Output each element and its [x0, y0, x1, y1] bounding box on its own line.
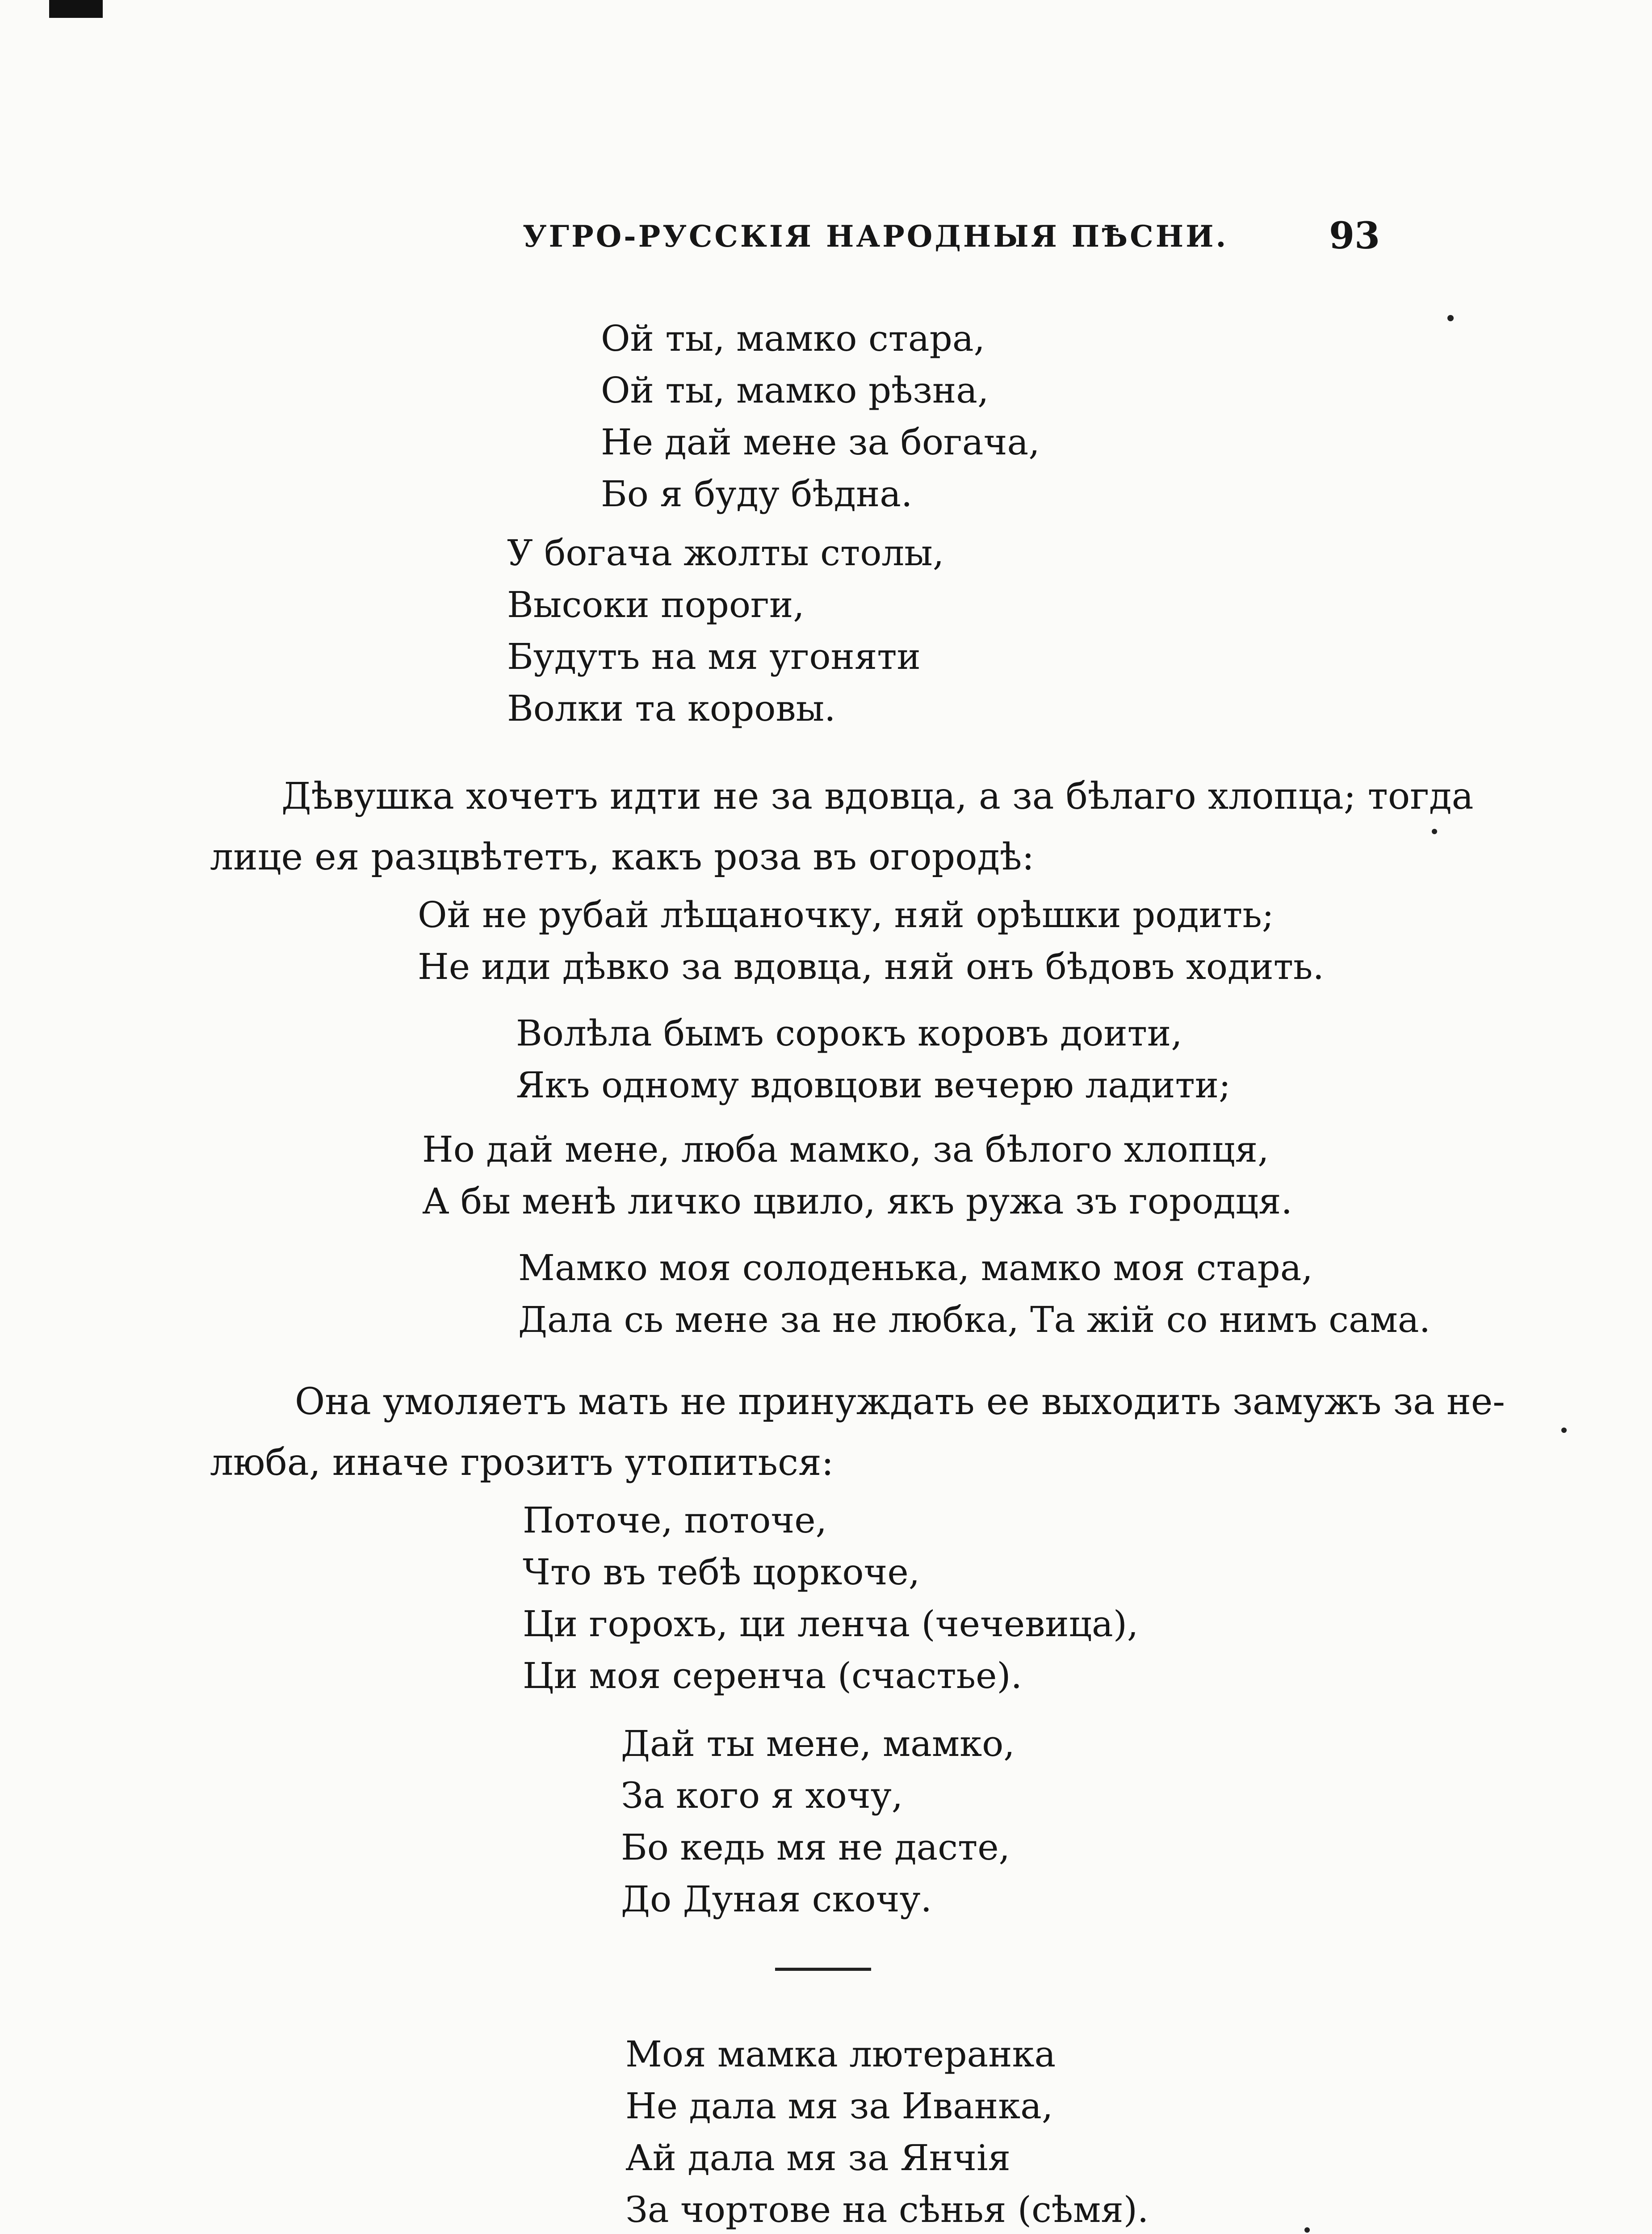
verse-line: Ци горохъ, ци ленча (чечевица),	[523, 1603, 1139, 1645]
verse-line: Якъ одному вдовцови вечерю ладити;	[516, 1064, 1231, 1106]
prose-paragraph	[210, 766, 1474, 888]
verse-stanza	[516, 1008, 1231, 1111]
verse-stanza	[518, 1242, 1430, 1346]
prose-line: лице ея разцвѣтетъ, какъ роза въ огородѣ:	[210, 836, 1035, 878]
verse-line: Мамко моя солоденька, мамко моя стара,	[518, 1247, 1313, 1289]
verse-line: До Дуная скочу.	[621, 1878, 932, 1920]
prose-line: люба, иначе грозитъ утопиться:	[210, 1441, 834, 1484]
verse-line: Ци моя серенча (счастье).	[523, 1655, 1023, 1696]
verse-line: Ой ты, мамко стара,	[601, 318, 985, 359]
verse-line: Высоки пороги,	[507, 584, 805, 626]
verse-stanza	[523, 1495, 1138, 1702]
scan-artifact-corner	[49, 0, 103, 18]
verse-line: Дала сь мене за не любка, Та жій со нимъ сама.	[518, 1299, 1431, 1340]
running-header: УГРО-РУССКІЯ НАРОДНЫЯ ПѢСНИ.	[523, 219, 1229, 254]
verse-stanza	[507, 527, 944, 735]
verse-line: Будутъ на мя угоняти	[507, 636, 921, 677]
verse-line: Ой не рубай лѣщаночку, няй орѣшки родить;	[418, 894, 1274, 936]
verse-line: Не иди дѣвко за вдовца, няй онъ бѣдовъ ходить.	[418, 946, 1324, 987]
verse-line: Что въ тебѣ цоркоче,	[523, 1551, 920, 1593]
scan-speck	[1432, 829, 1437, 834]
verse-stanza	[625, 2028, 1149, 2234]
scan-speck	[1304, 2227, 1310, 2233]
scan-speck	[1447, 315, 1454, 321]
verse-line: За чортове на сѣнья (сѣмя).	[625, 2189, 1149, 2230]
verse-line: Но дай мене, люба мамко, за бѣлого хлопця,	[422, 1129, 1269, 1170]
verse-line: Волѣла бымъ сорокъ коровъ доити,	[516, 1012, 1182, 1054]
verse-line: За кого я хочу,	[621, 1775, 903, 1816]
prose-paragraph	[210, 1372, 1505, 1493]
scan-speck	[1561, 1428, 1567, 1433]
section-divider	[775, 1968, 871, 1971]
verse-line: Моя мамка лютеранка	[625, 2033, 1056, 2075]
verse-line: Дай ты мене, мамко,	[621, 1723, 1015, 1764]
verse-stanza	[601, 313, 1040, 520]
verse-line: Ой ты, мамко рѣзна,	[601, 370, 989, 411]
verse-line: Бо кедь мя не дасте,	[621, 1827, 1010, 1868]
verse-stanza	[422, 1124, 1292, 1227]
prose-line: Она умоляетъ мать не принуждать ее выходить замужъ за не-	[295, 1381, 1505, 1423]
verse-stanza	[418, 889, 1324, 993]
verse-line: Бо я буду бѣдна.	[601, 473, 913, 515]
verse-line: Ай дала мя за Янчія	[625, 2137, 1010, 2179]
verse-line: У богача жолты столы,	[507, 532, 944, 574]
verse-line: Волки та коровы.	[507, 688, 836, 729]
verse-line: Поточе, поточе,	[523, 1499, 827, 1541]
verse-stanza	[621, 1718, 1015, 1925]
verse-line: Не дай мене за богача,	[601, 421, 1040, 463]
verse-line: А бы менѣ личко цвило, якъ ружа зъ городця.	[422, 1180, 1292, 1222]
prose-line: Дѣвушка хочетъ идти не за вдовца, а за бѣлаго хлопца; тогда	[281, 775, 1474, 818]
verse-line: Не дала мя за Иванка,	[625, 2085, 1053, 2127]
page-number: 93	[1329, 214, 1380, 257]
